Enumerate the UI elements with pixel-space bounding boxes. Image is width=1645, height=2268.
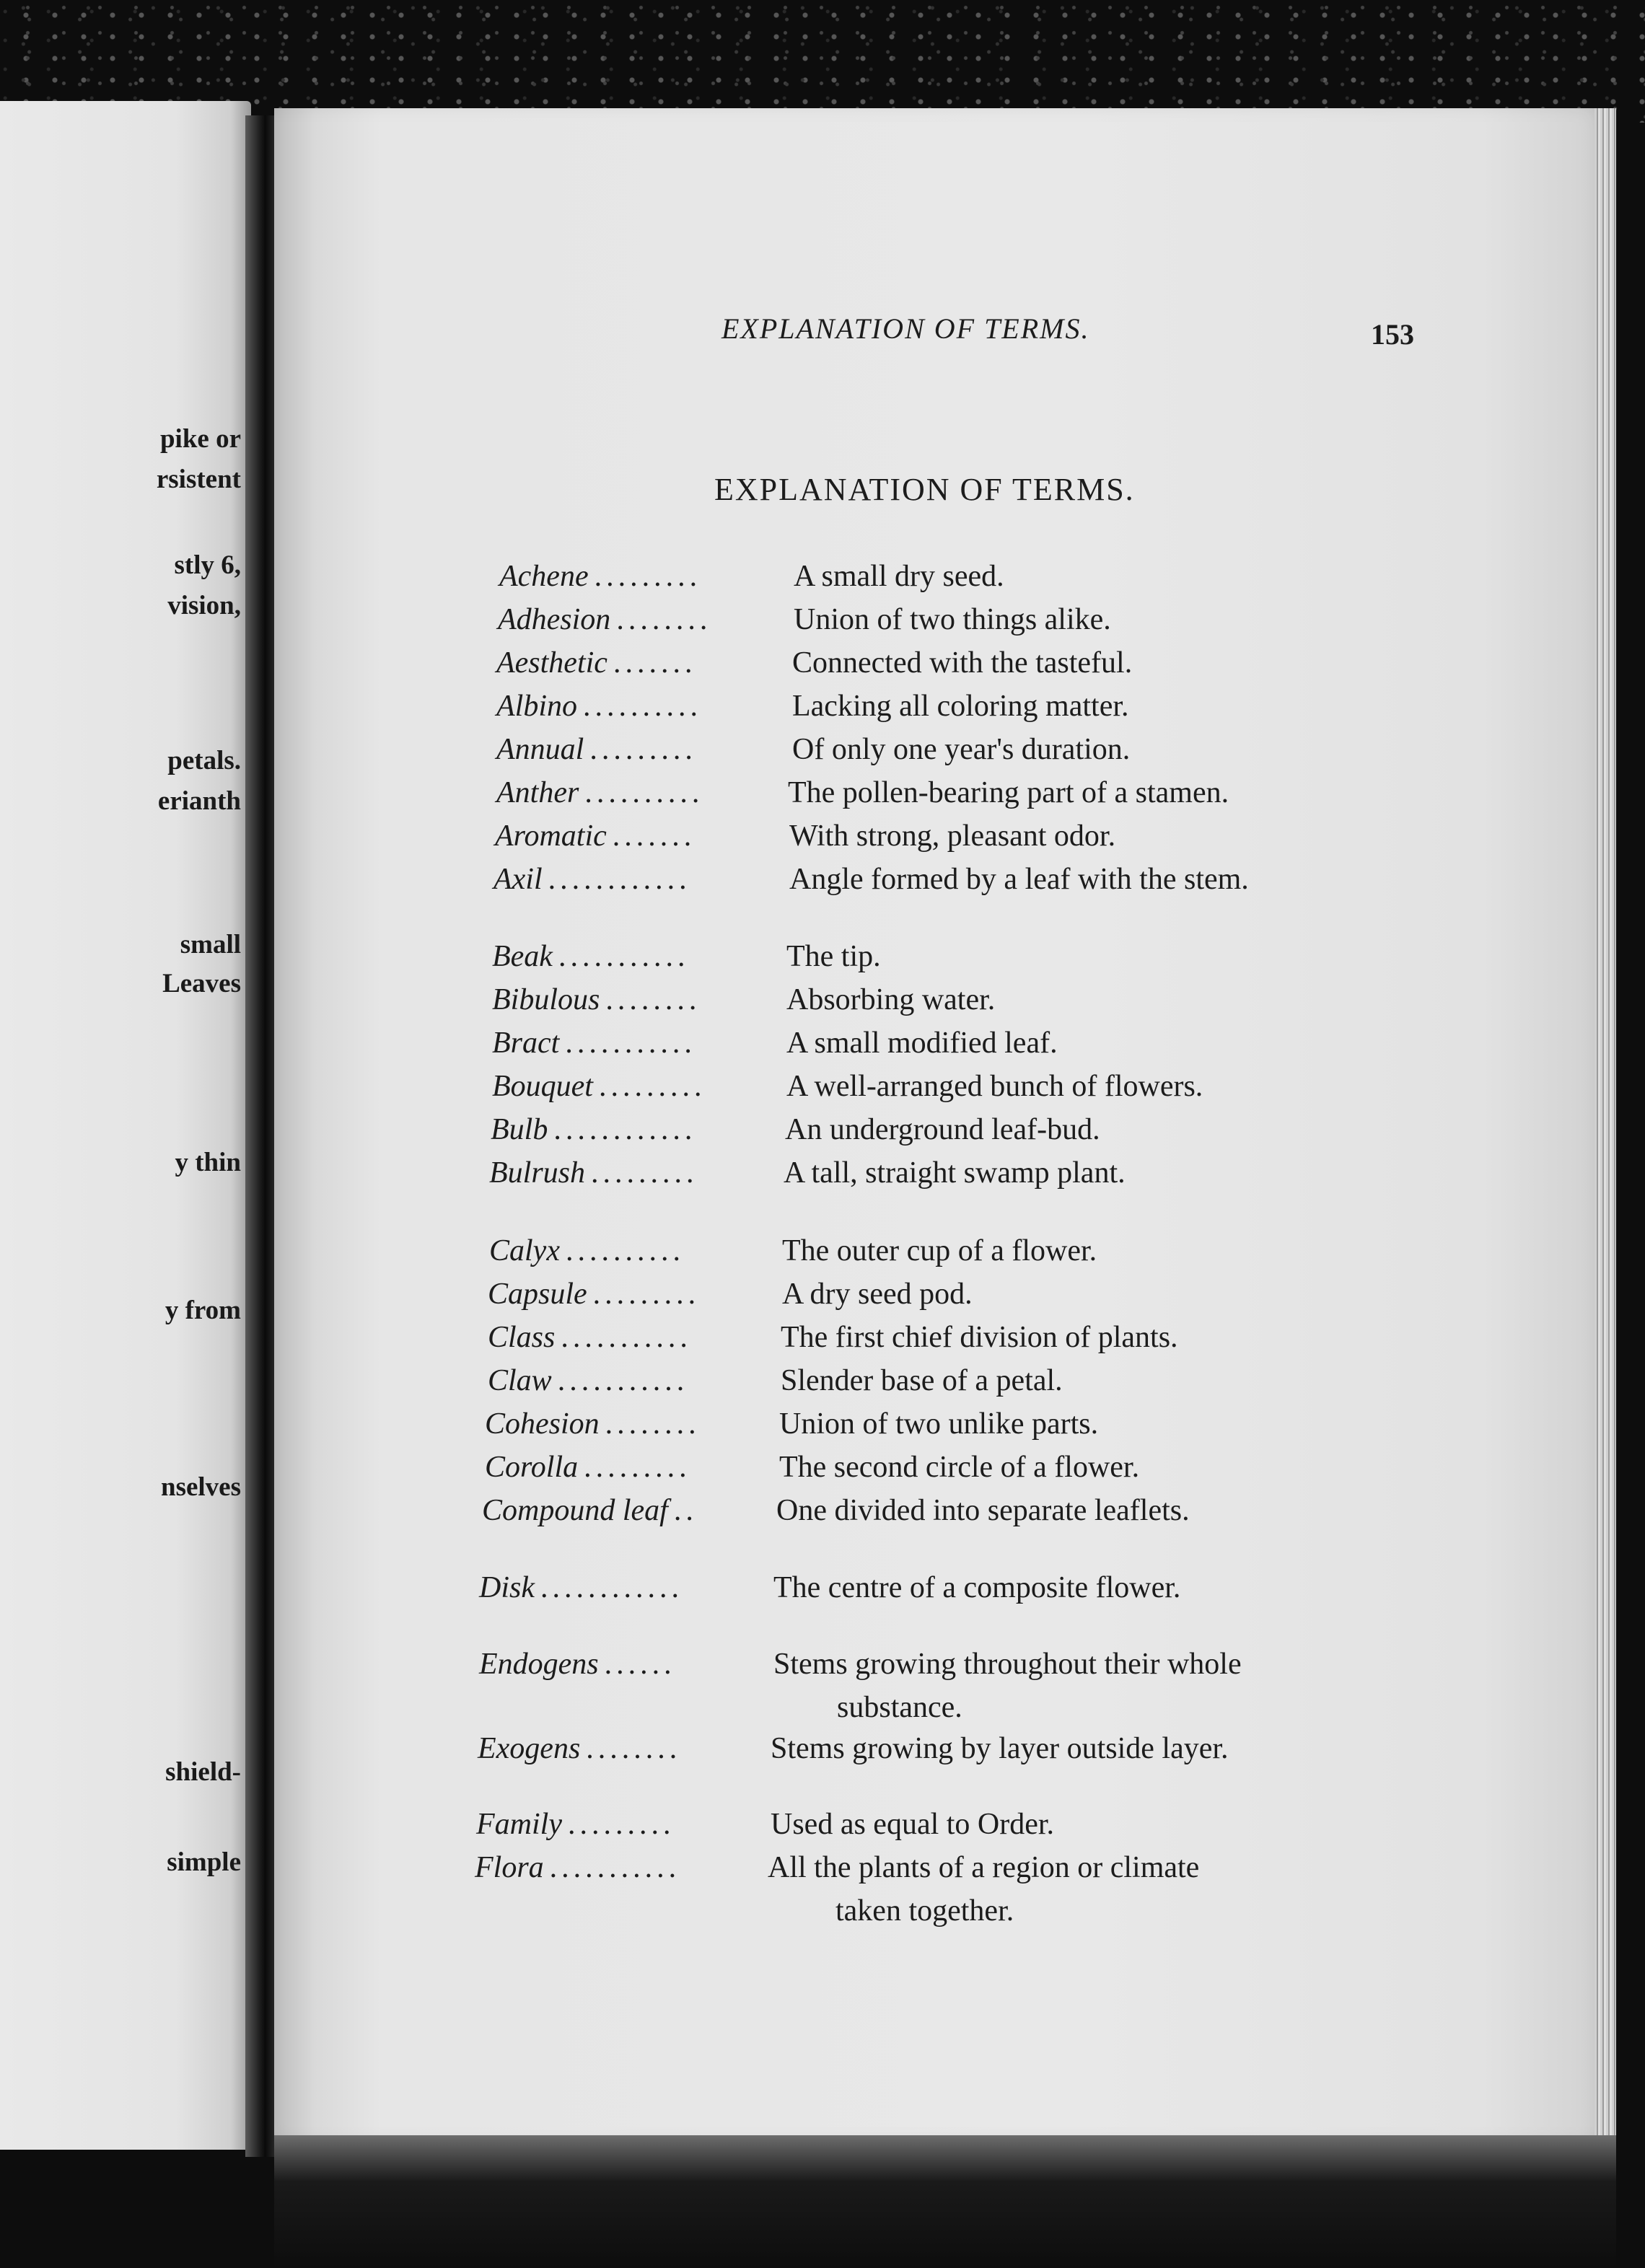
glossary-entry: [498, 602, 711, 637]
glossary-entry: [492, 1069, 706, 1104]
entry-definition: Lacking all coloring matter.: [792, 690, 1129, 723]
entry-definition: Angle formed by a leaf with the stem.: [789, 863, 1249, 896]
glossary-entry: [478, 1731, 681, 1766]
entry-definition: With strong, pleasant odor.: [789, 819, 1116, 853]
entry-term: Calyx: [489, 1234, 560, 1267]
entry-term: Compound leaf: [482, 1494, 668, 1527]
entry-leader-dots: ...........: [549, 1851, 681, 1884]
entry-leader-dots: .........: [567, 1808, 675, 1841]
entry-term: Beak: [492, 940, 553, 973]
entry-leader-dots: .......: [613, 646, 697, 680]
entry-term: Bulrush: [489, 1156, 586, 1190]
running-head: EXPLANATION OF TERMS.: [721, 312, 1090, 345]
entry-term: Albino: [496, 690, 577, 723]
entry-definition: The centre of a composite flower.: [773, 1571, 1181, 1604]
entry-term: Flora: [475, 1851, 544, 1884]
entry-term: Exogens: [478, 1732, 581, 1765]
entry-definition: The second circle of a flower.: [779, 1451, 1140, 1484]
entry-definition: A tall, straight swamp plant.: [784, 1156, 1126, 1190]
entry-definition: Connected with the tasteful.: [792, 646, 1133, 680]
page-edges: [1594, 108, 1616, 2157]
glossary-entry: [491, 1112, 696, 1147]
left-facing-page: [0, 101, 251, 2150]
entry-definition: A small modified leaf.: [786, 1027, 1058, 1060]
glossary-entry: [495, 819, 696, 853]
entry-definition: All the plants of a region or climate: [768, 1851, 1200, 1884]
entry-term: Achene: [499, 560, 589, 593]
entry-leader-dots: ...........: [558, 940, 690, 973]
bottom-shadow: [274, 2135, 1616, 2268]
glossary-entry: [496, 646, 696, 680]
entry-definition: Of only one year's duration.: [792, 733, 1131, 766]
glossary-entry: [496, 689, 702, 724]
entry-leader-dots: .........: [592, 1278, 701, 1311]
glossary-entry: [488, 1363, 688, 1398]
entry-definition: Used as equal to Order.: [771, 1808, 1055, 1841]
section-title: EXPLANATION OF TERMS.: [714, 472, 1135, 507]
entry-term: Endogens: [479, 1648, 599, 1681]
entry-leader-dots: .......: [612, 819, 696, 853]
left-fragment: nselves: [161, 1472, 241, 1502]
entry-leader-dots: ............: [553, 1113, 697, 1146]
entry-term: Annual: [496, 733, 584, 766]
entry-leader-dots: ..: [673, 1494, 698, 1527]
entry-term: Capsule: [488, 1278, 587, 1311]
entry-leader-dots: .........: [584, 1451, 691, 1484]
entry-leader-dots: .........: [589, 733, 697, 766]
entry-leader-dots: ..........: [565, 1234, 685, 1267]
glossary-entry: [499, 559, 701, 594]
glossary-entry: [475, 1850, 680, 1885]
left-fragment: Leaves: [162, 969, 241, 998]
entry-leader-dots: .........: [598, 1070, 706, 1103]
left-fragment: stly 6,: [174, 550, 241, 580]
glossary-entry: [479, 1570, 683, 1605]
entry-leader-dots: .........: [591, 1156, 698, 1190]
glossary-entry: [488, 1320, 692, 1355]
glossary-entry: [488, 1277, 700, 1311]
entry-leader-dots: ............: [540, 1571, 683, 1604]
entry-term: Claw: [488, 1364, 552, 1397]
entry-definition: A small dry seed.: [794, 560, 1004, 593]
entry-definition: The tip.: [786, 940, 881, 973]
glossary-entry: [496, 775, 703, 810]
entry-leader-dots: ........: [605, 1407, 701, 1441]
left-fragment: y from: [164, 1296, 241, 1325]
entry-term: Bouquet: [492, 1070, 593, 1103]
glossary-entry: [492, 939, 689, 974]
entry-leader-dots: ...........: [557, 1364, 689, 1397]
entry-leader-dots: ........: [605, 983, 701, 1016]
entry-leader-dots: ............: [548, 863, 691, 896]
entry-definition: An underground leaf-bud.: [785, 1113, 1100, 1146]
entry-term: Bulb: [491, 1113, 548, 1146]
entry-term: Anther: [496, 776, 579, 809]
entry-definition: The pollen-bearing part of a stamen.: [788, 776, 1229, 809]
glossary-entry: [482, 1493, 698, 1528]
glossary-entry: [496, 732, 697, 767]
entry-leader-dots: ..........: [584, 776, 704, 809]
entry-term: Aesthetic: [496, 646, 607, 680]
left-fragment: small: [180, 930, 241, 959]
entry-term: Axil: [494, 863, 543, 896]
entry-definition: A well-arranged bunch of flowers.: [786, 1070, 1203, 1103]
entry-leader-dots: ...........: [561, 1321, 692, 1354]
entry-definition: The outer cup of a flower.: [782, 1234, 1097, 1267]
left-fragment: pike or: [159, 424, 241, 454]
entry-definition: Stems growing throughout their whole: [773, 1648, 1242, 1681]
entry-definition: The first chief division of plants.: [781, 1321, 1178, 1354]
glossary-entry: [492, 1026, 696, 1060]
entry-leader-dots: ........: [586, 1732, 682, 1765]
glossary-entry: [492, 983, 701, 1017]
glossary-entry: [494, 862, 691, 897]
glossary-entry: [485, 1407, 701, 1441]
entry-term: Family: [476, 1808, 562, 1841]
entry-leader-dots: ..........: [583, 690, 702, 723]
entry-leader-dots: ......: [604, 1648, 676, 1681]
left-fragment: rsistent: [156, 465, 241, 494]
glossary-entry: [489, 1156, 698, 1190]
entry-term: Class: [488, 1321, 556, 1354]
entry-term: Bibulous: [492, 983, 600, 1016]
entry-term: Aromatic: [495, 819, 607, 853]
entry-definition: Slender base of a petal.: [781, 1364, 1063, 1397]
entry-term: Bract: [492, 1027, 560, 1060]
entry-leader-dots: ...........: [565, 1027, 696, 1060]
left-fragment: erianth: [157, 786, 241, 816]
entry-leader-dots: .........: [594, 560, 702, 593]
entry-term: Corolla: [485, 1451, 579, 1484]
glossary-entry: [489, 1234, 685, 1268]
entry-term: Disk: [479, 1571, 535, 1604]
glossary-entry: [479, 1647, 676, 1682]
entry-definition: Union of two things alike.: [794, 603, 1111, 636]
entry-definition: Absorbing water.: [786, 983, 996, 1016]
entry-term: Adhesion: [498, 603, 611, 636]
entry-term: Cohesion: [485, 1407, 600, 1441]
entry-leader-dots: ........: [616, 603, 712, 636]
left-fragment: simple: [167, 1847, 241, 1877]
entry-definition: A dry seed pod.: [782, 1278, 973, 1311]
entry-definition: Union of two unlike parts.: [779, 1407, 1099, 1441]
glossary-entry: [485, 1450, 691, 1485]
entry-definition: Stems growing by layer outside layer.: [771, 1732, 1229, 1765]
entry-definition: One divided into separate leaflets.: [776, 1494, 1190, 1527]
left-fragment: vision,: [167, 591, 241, 620]
entry-definition-continuation: taken together.: [835, 1894, 1014, 1928]
glossary-entry: [476, 1807, 675, 1842]
left-fragment: petals.: [167, 746, 241, 775]
page-number: 153: [1371, 318, 1414, 351]
entry-definition-continuation: substance.: [837, 1691, 962, 1724]
left-fragment: shield-: [165, 1757, 241, 1787]
left-fragment: y thin: [175, 1148, 241, 1177]
